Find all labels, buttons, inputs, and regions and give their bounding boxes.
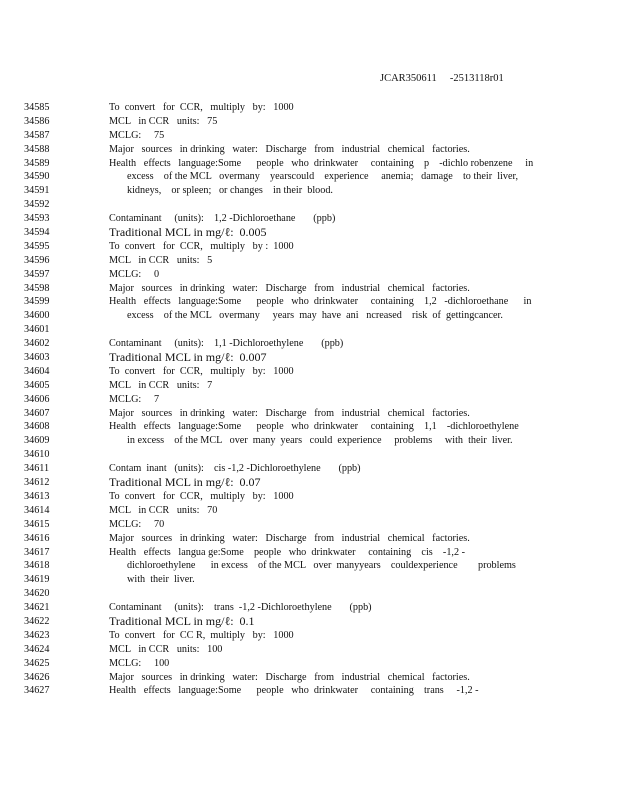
line-number: 34615 — [24, 518, 50, 530]
line-text: To convert for CCR, multiply by : 1000 — [109, 240, 294, 252]
document-line — [0, 379, 618, 393]
line-text: Major sources in drinking water: Discharge from industrial chemical factories. — [109, 143, 470, 155]
document-line — [0, 587, 618, 601]
document-line — [0, 157, 618, 171]
line-number: 34625 — [24, 657, 50, 669]
line-number: 34604 — [24, 365, 50, 377]
document-line — [0, 198, 618, 212]
document-line — [0, 337, 618, 351]
line-number: 34587 — [24, 129, 50, 141]
line-text: kidneys, or spleen; or changes in their blood. — [127, 185, 333, 197]
document-line — [0, 268, 618, 282]
document-line — [0, 254, 618, 268]
line-text: MCLG: 75 — [109, 129, 165, 141]
line-number: 34594 — [24, 227, 50, 239]
line-text: Major sources in drinking water: Discharge from industrial chemical factories. — [109, 671, 470, 683]
line-number: 34626 — [24, 671, 50, 683]
line-text: excess of the MCL overmany years may have ani ncreased risk of gettingcancer. — [127, 310, 503, 322]
line-number: 34590 — [24, 171, 50, 183]
document-line — [0, 365, 618, 379]
line-text: MCLG: 70 — [109, 518, 165, 530]
document-line — [0, 462, 618, 476]
line-text: Health effects language:Some people who drinkwater containing 1,2 -dichloroethane in — [109, 296, 532, 308]
line-text: MCL in CCR units: 100 — [109, 643, 223, 655]
line-number: 34601 — [24, 324, 50, 336]
line-text: MCL in CCR units: 70 — [109, 504, 218, 516]
line-text: MCL in CCR units: 5 — [109, 254, 213, 266]
document-line — [0, 504, 618, 518]
document-line — [0, 601, 618, 615]
document-line — [0, 559, 618, 573]
document-line — [0, 212, 618, 226]
line-number: 34627 — [24, 685, 50, 697]
line-number: 34619 — [24, 574, 50, 586]
traditional-mcl-line: Traditional MCL in mg/ℓ: 0.07 — [109, 475, 261, 490]
document-line — [0, 393, 618, 407]
line-number: 34616 — [24, 532, 50, 544]
line-number: 34621 — [24, 602, 50, 614]
traditional-mcl-line: Traditional MCL in mg/ℓ: 0.1 — [109, 613, 255, 628]
line-number: 34607 — [24, 407, 50, 419]
line-text: MCL in CCR units: 7 — [109, 379, 213, 391]
line-number: 34618 — [24, 560, 50, 572]
line-number: 34586 — [24, 115, 50, 127]
line-number: 34605 — [24, 379, 50, 391]
line-number: 34591 — [24, 185, 50, 197]
line-number: 34608 — [24, 421, 50, 433]
line-text: MCLG: 0 — [109, 268, 160, 280]
line-text: MCLG: 7 — [109, 393, 160, 405]
document-line — [0, 101, 618, 115]
line-number: 34593 — [24, 213, 50, 225]
document-line — [0, 476, 618, 490]
line-text: Contaminant (units): 1,1 -Dichloroethylene (ppb) — [109, 338, 344, 350]
document-line — [0, 629, 618, 643]
line-text: MCL in CCR units: 75 — [109, 115, 218, 127]
line-text: with their liver. — [127, 574, 195, 586]
line-number: 34613 — [24, 490, 50, 502]
line-number: 34600 — [24, 310, 50, 322]
line-number: 34595 — [24, 240, 50, 252]
document-line — [0, 657, 618, 671]
document-line — [0, 143, 618, 157]
document-header: JCAR350611 -2513118r01 — [380, 73, 504, 84]
line-number: 34611 — [24, 463, 50, 475]
document-line — [0, 407, 618, 421]
line-text: Contaminant (units): 1,2 -Dichloroethane (ppb) — [109, 213, 336, 225]
line-number: 34599 — [24, 296, 50, 308]
document-line — [0, 490, 618, 504]
line-number: 34592 — [24, 199, 50, 211]
line-text: excess of the MCL overmany yearscould experience anemia; damage to their liver, — [127, 171, 519, 183]
line-number: 34603 — [24, 352, 50, 364]
document-line — [0, 546, 618, 560]
line-text: Contam inant (units): cis -1,2 -Dichloroethylene (ppb) — [109, 463, 361, 475]
line-text: MCLG: 100 — [109, 657, 170, 669]
line-text: Health effects language:Some people who drinkwater containing 1,1 -dichloroethylene — [109, 421, 519, 433]
line-number: 34596 — [24, 254, 50, 266]
document-line — [0, 309, 618, 323]
line-number: 34617 — [24, 546, 50, 558]
line-text: Health effects language:Some people who drinkwater containing trans -1,2 - — [109, 685, 479, 697]
document-line — [0, 170, 618, 184]
document-line — [0, 671, 618, 685]
line-text: Major sources in drinking water: Discharge from industrial chemical factories. — [109, 407, 470, 419]
document-line — [0, 240, 618, 254]
line-number: 34612 — [24, 477, 50, 489]
document-line — [0, 448, 618, 462]
line-text: To convert for CCR, multiply by: 1000 — [109, 365, 294, 377]
line-number: 34610 — [24, 449, 50, 461]
line-number: 34598 — [24, 282, 50, 294]
document-body — [0, 101, 618, 698]
document-line — [0, 684, 618, 698]
line-number: 34624 — [24, 643, 50, 655]
document-line — [0, 226, 618, 240]
line-number: 34606 — [24, 393, 50, 405]
document-line — [0, 518, 618, 532]
line-number: 34585 — [24, 102, 50, 113]
line-text: dichloroethylene in excess of the MCL over manyyears couldexperience problems — [127, 560, 516, 572]
line-number: 34622 — [24, 615, 50, 627]
traditional-mcl-line: Traditional MCL in mg/ℓ: 0.005 — [109, 225, 267, 240]
line-number: 34609 — [24, 435, 50, 447]
line-text: To convert for CCR, multiply by: 1000 — [109, 102, 294, 113]
document-line — [0, 351, 618, 365]
line-text: Contaminant (units): trans -1,2 -Dichloroethylene (ppb) — [109, 602, 372, 614]
document-line — [0, 129, 618, 143]
line-number: 34597 — [24, 268, 50, 280]
traditional-mcl-line: Traditional MCL in mg/ℓ: 0.007 — [109, 350, 267, 365]
document-line — [0, 532, 618, 546]
line-number: 34588 — [24, 143, 50, 155]
document-line — [0, 115, 618, 129]
document-line — [0, 643, 618, 657]
line-number: 34620 — [24, 588, 50, 600]
line-number: 34589 — [24, 157, 50, 169]
line-text: Health effects langua ge:Some people who drinkwater containing cis -1,2 - — [109, 546, 465, 558]
document-line — [0, 615, 618, 629]
line-text: To convert for CC R, multiply by: 1000 — [109, 629, 294, 641]
document-line — [0, 434, 618, 448]
line-text: Major sources in drinking water: Discharge from industrial chemical factories. — [109, 532, 470, 544]
document-line — [0, 295, 618, 309]
line-text: Major sources in drinking water: Discharge from industrial chemical factories. — [109, 282, 470, 294]
document-line — [0, 573, 618, 587]
line-text: Health effects language:Some people who drinkwater containing p -dichlo robenzene in — [109, 157, 534, 169]
line-number: 34602 — [24, 338, 50, 350]
document-line — [0, 184, 618, 198]
line-text: in excess of the MCL over many years could experience problems with their liver. — [127, 435, 513, 447]
document-line — [0, 323, 618, 337]
line-number: 34623 — [24, 629, 50, 641]
document-line — [0, 282, 618, 296]
line-number: 34614 — [24, 504, 50, 516]
document-line — [0, 420, 618, 434]
line-text: To convert for CCR, multiply by: 1000 — [109, 490, 294, 502]
